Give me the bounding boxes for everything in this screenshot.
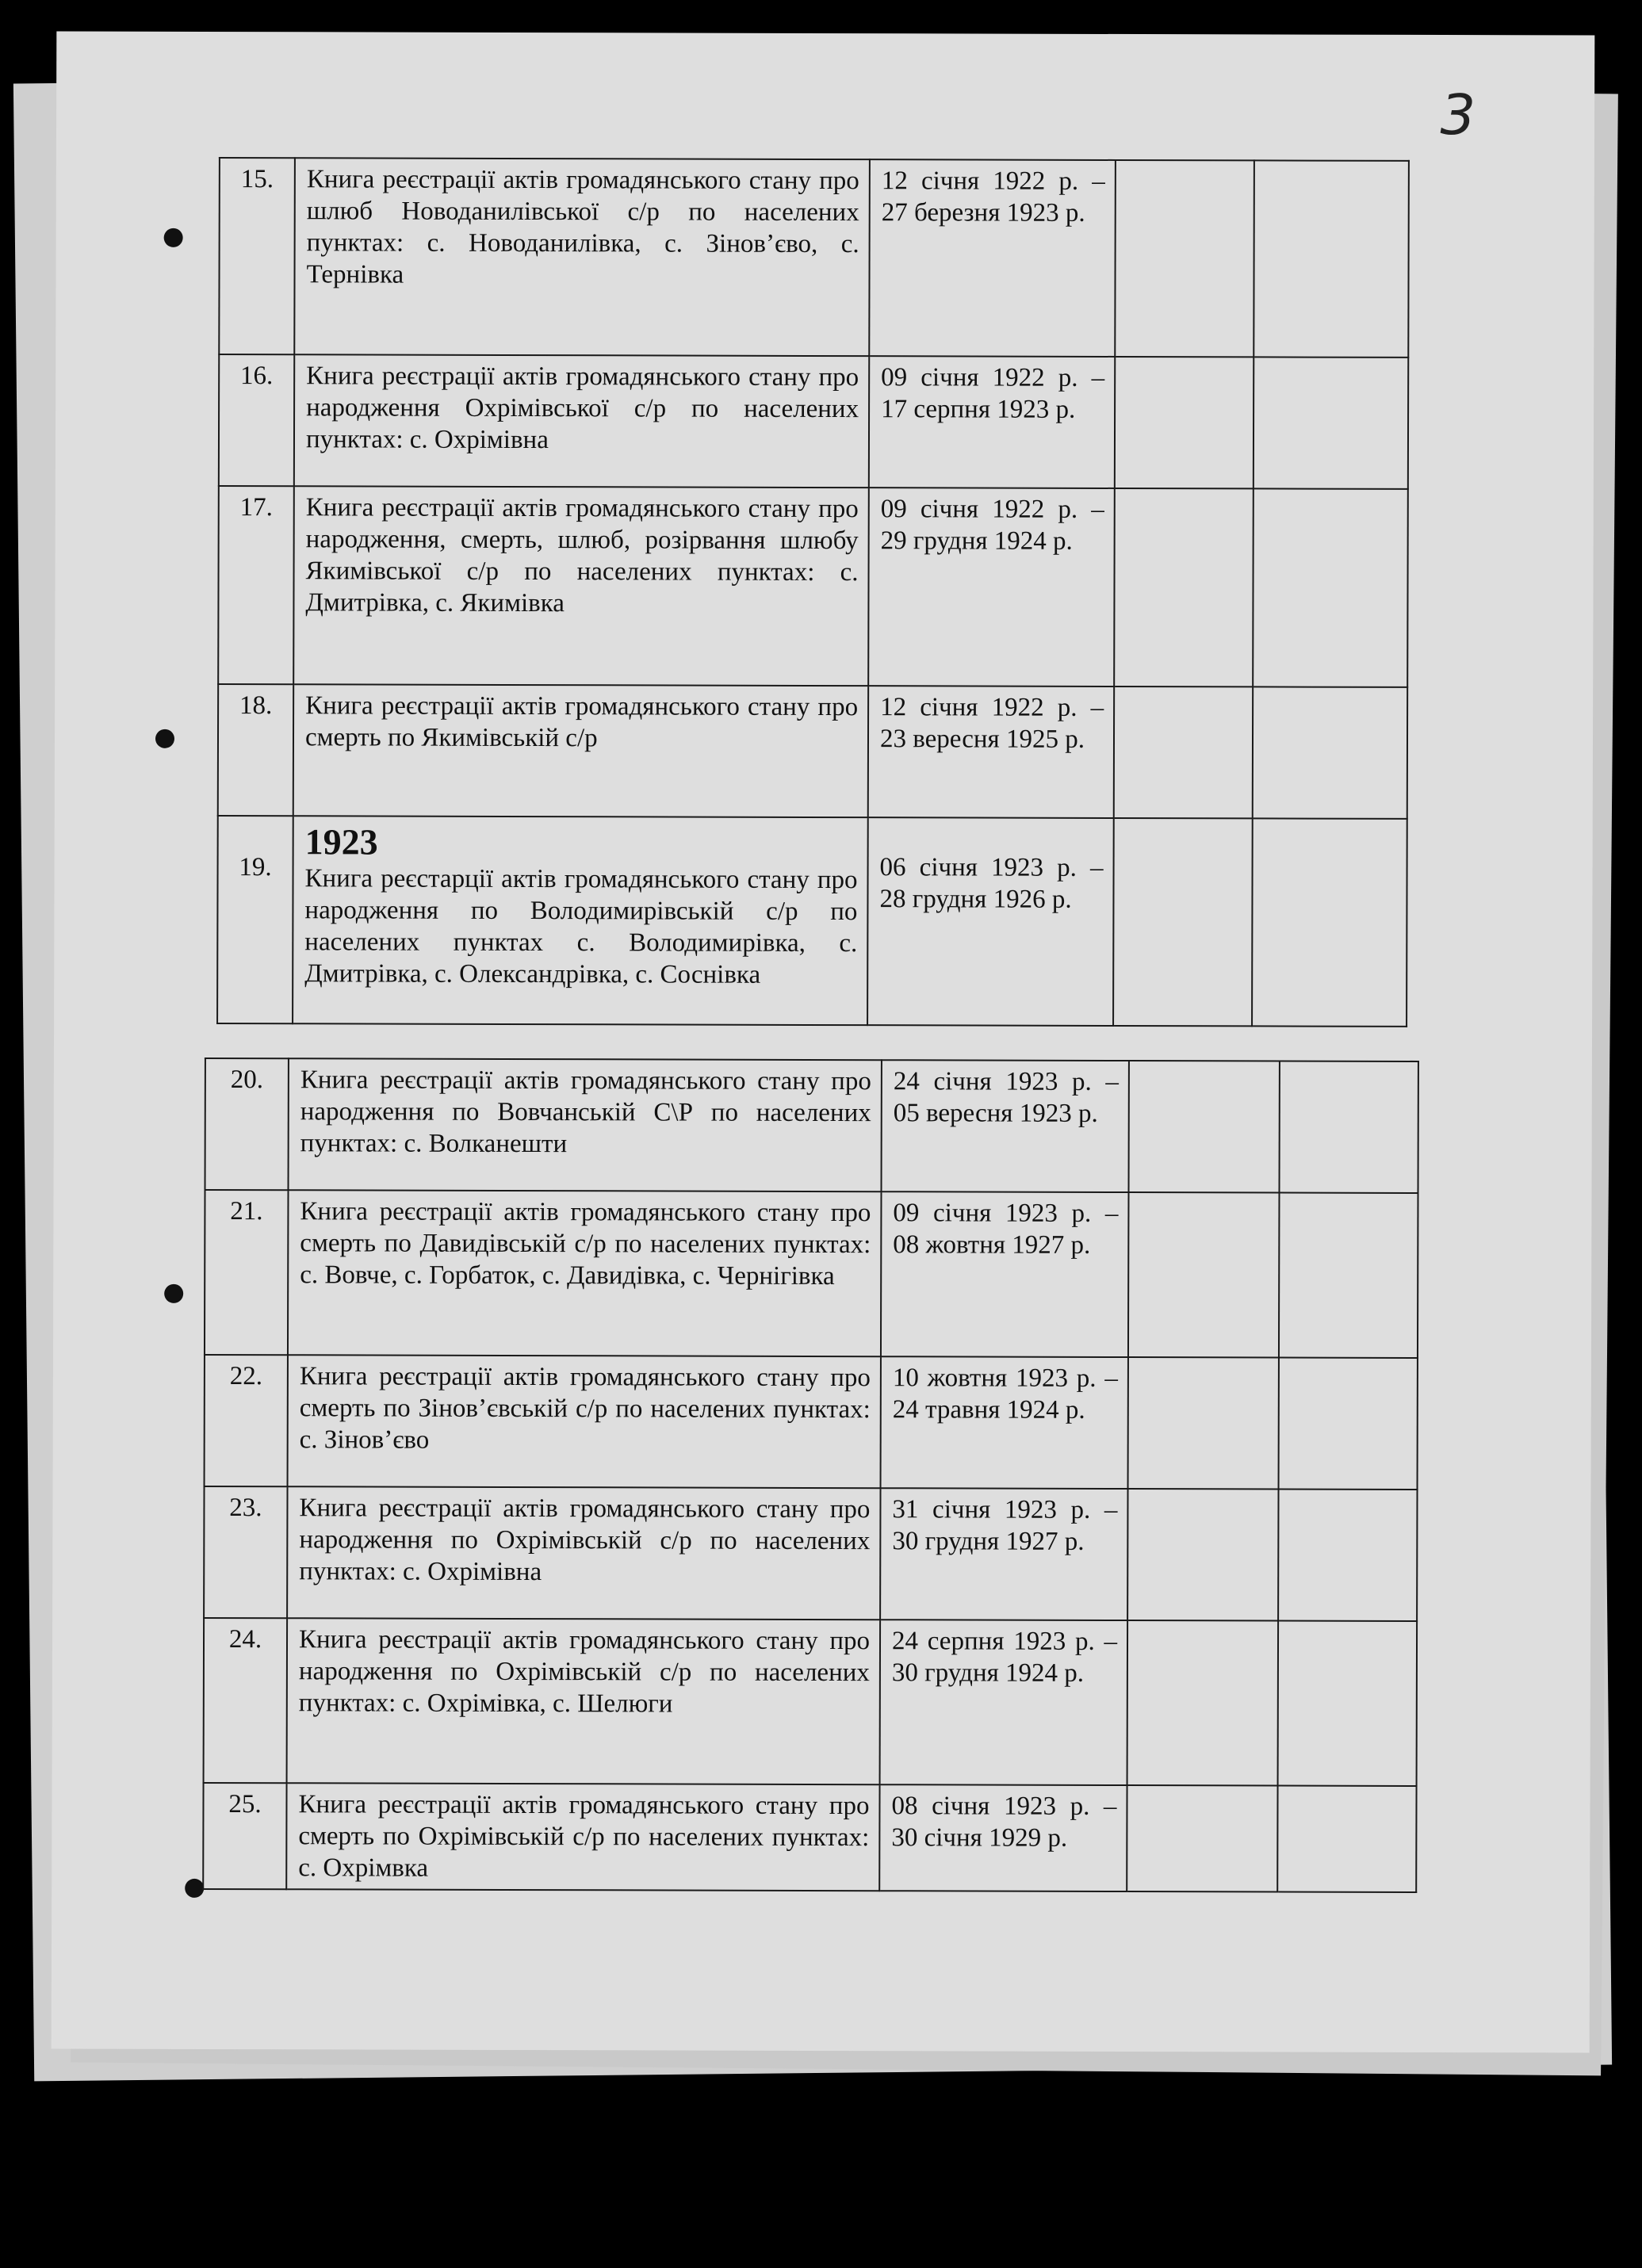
page-number: 3: [1440, 82, 1476, 148]
table-row: [205, 1355, 1418, 1490]
row-number: 25.: [203, 1783, 286, 1889]
empty-cell: [1128, 1357, 1279, 1489]
document-page: [52, 31, 1595, 2052]
record-description: Книга реєстрації актів громадянського стану про народження по Охрімівській с/р по населених пунктах: с. Охрімівка, с. Шелюги: [287, 1618, 881, 1784]
record-dates: 09 січня 1922 р. – 17 серпня 1923 р.: [869, 356, 1115, 488]
punch-hole: [164, 1284, 183, 1303]
punch-hole: [185, 1879, 204, 1898]
record-dates: 10 жовтня 1923 р. – 24 травня 1924 р.: [881, 1356, 1128, 1489]
punch-hole: [155, 729, 174, 748]
row-number: 21.: [205, 1190, 289, 1355]
empty-cell: [1253, 687, 1407, 819]
empty-cell: [1252, 818, 1407, 1027]
register-table-top: [216, 157, 1410, 1027]
table-row: [218, 486, 1408, 687]
record-description: Книга реєстрації актів громадянського стану про смерть по Зінов’євській с/р по населених пунктах: с. Зінов’єво: [288, 1355, 881, 1488]
row-number: 24.: [204, 1618, 288, 1783]
table-row: [205, 1058, 1418, 1193]
record-description: Книга реєстрації актів громадянського стану про народження, смерть, шлюб, розірвання шлюбу Якимівської с/р по населених пунктах: с. Дмитрівка, с. Якимівка: [293, 486, 869, 686]
empty-cell: [1127, 1620, 1279, 1785]
table-row: [219, 158, 1409, 358]
empty-cell: [1115, 357, 1254, 488]
empty-cell: [1280, 1061, 1418, 1193]
record-dates: 31 січня 1923 р. – 30 грудня 1927 р.: [880, 1488, 1127, 1620]
table-row: [204, 1486, 1417, 1621]
table-row: [219, 354, 1408, 489]
row-number: 22.: [205, 1355, 288, 1486]
record-dates: 12 січня 1922 р. – 23 вересня 1925 р.: [868, 686, 1114, 818]
empty-cell: [1254, 160, 1409, 358]
row-number: 23.: [204, 1486, 287, 1618]
record-description: Книга реєстрації актів громадянського стану про народження по Вовчанській С\Р по населених пунктах: с. Волканешти: [289, 1058, 882, 1191]
table-row: [203, 1783, 1416, 1892]
empty-cell: [1277, 1786, 1416, 1892]
empty-cell: [1114, 687, 1253, 818]
record-dates: 06 січня 1923 р. – 28 грудня 1926 р.: [867, 817, 1114, 1026]
empty-cell: [1115, 160, 1254, 357]
punch-hole: [164, 228, 183, 247]
empty-cell: [1279, 1358, 1418, 1490]
record-description: Книга реєстрації актів громадянського стану про смерть по Охрімівській с/р по населених пунктах: с. Охрімвка: [286, 1783, 879, 1891]
table-row: [218, 684, 1407, 819]
empty-cell: [1127, 1785, 1277, 1891]
record-dates: 24 січня 1923 р. – 05 вересня 1923 р.: [882, 1060, 1129, 1192]
record-dates: 09 січня 1922 р. – 29 грудня 1924 р.: [868, 488, 1115, 687]
row-number: 16.: [219, 354, 294, 486]
empty-cell: [1253, 488, 1408, 687]
empty-cell: [1127, 1489, 1278, 1620]
record-description-cell: [293, 816, 868, 1025]
row-number: 15.: [219, 158, 295, 354]
empty-cell: [1279, 1193, 1418, 1358]
empty-cell: [1114, 488, 1254, 687]
record-description: Книга реєстрації актів громадянського стану про смерть по Давидівській с/р по населених пунктах: с. Вовче, с. Горбаток, с. Давидівка, с. Чернігівка: [288, 1190, 882, 1356]
empty-cell: [1129, 1061, 1280, 1192]
record-dates: 12 січня 1922 р. – 27 березня 1923 р.: [869, 159, 1116, 357]
row-number: 20.: [205, 1058, 289, 1190]
row-number: 19.: [217, 816, 293, 1023]
record-description: Книга реєстарції актів громадянського стану про народження по Володимирівській с/р по населених пунктах с. Володимирівка, с. Дмитрівка, с. Олександрівка, с. Соснівка: [304, 864, 858, 989]
record-description: Книга реєстрації актів громадянського стану про народження Охрімівської с/р по населених пунктах: с. Охрімівна: [294, 354, 869, 488]
record-description: Книга реєстрації актів громадянського стану про шлюб Новоданилівської с/р по населених пунктах: с. Новоданилівка, с. Зінов’єво, с. Тернівка: [294, 158, 870, 356]
record-description: Книга реєстрації актів громадянського стану про народження по Охрімівській с/р по населених пунктах: с. Охрімівна: [287, 1486, 880, 1620]
empty-cell: [1113, 818, 1253, 1026]
record-dates: 09 січня 1923 р. – 08 жовтня 1927 р.: [881, 1191, 1129, 1357]
table-row: [217, 816, 1407, 1027]
record-dates: 08 січня 1923 р. – 30 січня 1929 р.: [879, 1784, 1127, 1891]
row-number: 18.: [218, 684, 293, 816]
empty-cell: [1278, 1621, 1418, 1786]
empty-cell: [1254, 357, 1408, 489]
register-table-bottom: [202, 1058, 1419, 1893]
empty-cell: [1128, 1192, 1280, 1357]
record-description: Книга реєстрації актів громадянського стану про смерть по Якимівській с/р: [293, 684, 868, 817]
row-number: 17.: [218, 486, 294, 684]
empty-cell: [1278, 1490, 1417, 1621]
year-heading: 1923: [304, 821, 378, 862]
table-row: [205, 1190, 1418, 1358]
table-row: [204, 1618, 1418, 1786]
record-dates: 24 серпня 1923 р. – 30 грудня 1924 р.: [880, 1620, 1128, 1785]
